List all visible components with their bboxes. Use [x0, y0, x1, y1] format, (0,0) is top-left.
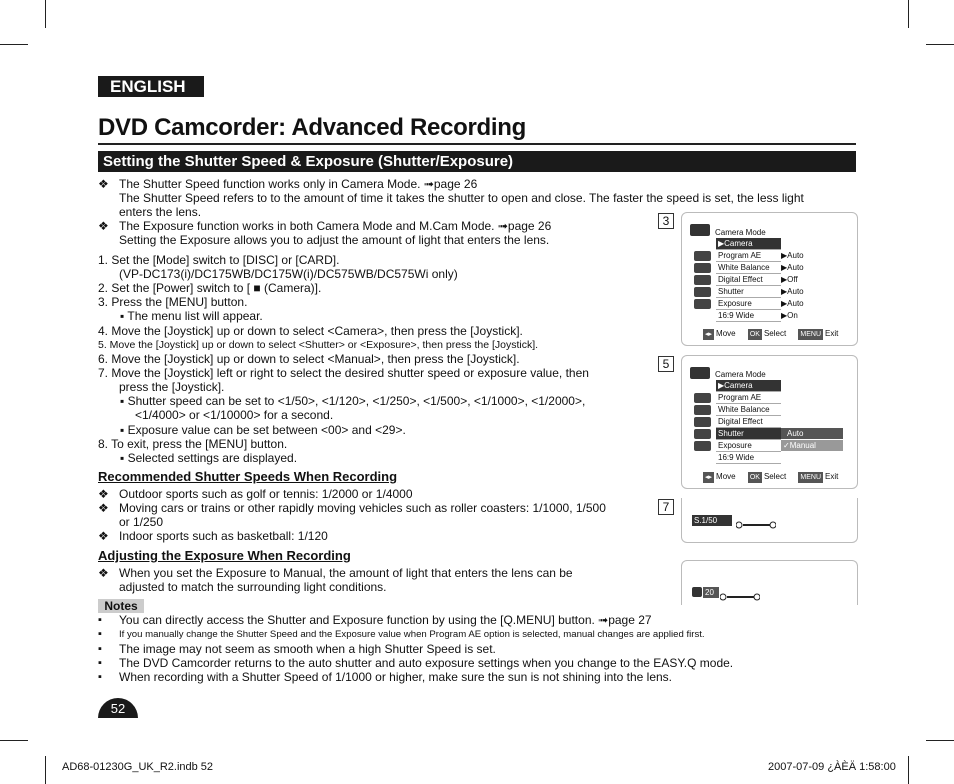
menu-value: ▶Auto: [781, 263, 804, 272]
program-ae-icon: [694, 251, 711, 261]
menu-value: ▶Auto: [781, 251, 804, 260]
menu-header: Camera Mode: [715, 228, 766, 237]
step-line: <1/4000> or <1/10000> for a second.: [135, 408, 334, 422]
intro-line: The Exposure function works in both Camera Mode and M.Cam Mode. ➟page 26: [119, 219, 552, 233]
program-ae-icon: [694, 393, 711, 403]
menu-item[interactable]: Exposure: [716, 298, 781, 310]
rec-line: Outdoor sports such as golf or tennis: 1/2000 or 1/4000: [119, 487, 413, 501]
menu-item[interactable]: 16:9 Wide: [716, 310, 781, 322]
menu-item[interactable]: White Balance: [716, 262, 781, 274]
diamond-bullet-icon: ❖: [98, 219, 109, 233]
intro-line: Setting the Exposure allows you to adjust the amount of light that enters the lens.: [119, 233, 550, 247]
exposure-icon: [692, 587, 702, 597]
adjusting-heading: Adjusting the Exposure When Recording: [98, 548, 351, 563]
nav-ok-key: OK: [749, 474, 760, 481]
rec-line: Moving cars or trains or other rapidly moving vehicles such as roller coasters: 1/1000, 1/500: [119, 501, 606, 515]
crop-mark: [908, 756, 909, 784]
intro-line: The Shutter Speed refers to to the amount of time it takes the shutter to open and close. The faster the speed is set, the less light: [119, 191, 804, 205]
step-line: 8. To exit, press the [MENU] button.: [98, 437, 288, 451]
menu-value: ▶Auto: [781, 299, 804, 308]
nav-move: Move: [716, 329, 736, 338]
intro-line: enters the lens.: [119, 205, 202, 219]
menu-value: ▶Off: [781, 275, 798, 284]
camera-mode-icon: [690, 224, 710, 236]
menu-item[interactable]: Program AE: [716, 392, 781, 404]
crop-mark: [908, 0, 909, 28]
note-line: You can directly access the Shutter and Exposure function by using the [Q.MENU] button. ➟page 27: [119, 613, 652, 627]
crop-mark: [45, 0, 46, 28]
crop-mark: [0, 44, 28, 45]
note-line: If you manually change the Shutter Speed and the Exposure value when Program AE option is selected, manual changes are applied first.: [119, 629, 705, 640]
step-line: (VP-DC173(i)/DC175WB/DC175W(i)/DC575WB/DC575Wi only): [119, 267, 458, 281]
menu-item-camera[interactable]: ▶Camera: [716, 238, 781, 250]
shutter-icon: [694, 287, 711, 297]
shutter-readout: S.1/50: [692, 515, 732, 526]
screen-5-number: 5: [658, 356, 674, 372]
rec-line: Indoor sports such as basketball: 1/120: [119, 529, 328, 543]
nav-bar: [703, 328, 838, 340]
step-line: ▪ Exposure value can be set between <00> and <29>.: [120, 423, 406, 437]
crop-mark: [926, 44, 954, 45]
camera-mode-icon: [690, 367, 710, 379]
adj-line: adjusted to match the surrounding light conditions.: [119, 580, 387, 594]
notes-label: Notes: [98, 599, 144, 613]
footer-file: AD68-01230G_UK_R2.indb 52: [62, 761, 214, 773]
step-line: 7. Move the [Joystick] left or right to select the desired shutter speed or exposure value, then: [98, 366, 589, 380]
nav-exit: Exit: [825, 329, 839, 338]
step-line: ▪ Shutter speed can be set to <1/50>, <1/120>, <1/250>, <1/500>, <1/1000>, <1/2000>,: [120, 394, 586, 408]
rec-line: or 1/250: [119, 515, 164, 529]
step-line: 3. Press the [MENU] button.: [98, 295, 248, 309]
step-line: 5. Move the [Joystick] up or down to select <Shutter> or <Exposure>, then press the [Joystick].: [98, 339, 539, 351]
section-heading: Setting the Shutter Speed & Exposure (Shutter/Exposure): [98, 151, 856, 172]
joystick-icon: ◂▸: [705, 331, 713, 338]
nav-menu-key: MENU: [800, 474, 822, 481]
square-bullet-icon: ▪: [98, 657, 102, 669]
step-line: 2. Set the [Power] switch to [ ■ (Camera)].: [98, 281, 322, 295]
exposure-display-frame: [681, 560, 858, 605]
crop-mark: [0, 740, 28, 741]
footer-date: 2007-07-09 ¿ÀÈÄ 1:58:00: [768, 761, 896, 773]
square-bullet-icon: ▪: [98, 614, 102, 626]
menu-item[interactable]: Digital Effect: [716, 274, 781, 286]
menu-item[interactable]: 16:9 Wide: [716, 452, 781, 464]
crop-mark: [926, 740, 954, 741]
menu-item[interactable]: Exposure: [716, 440, 781, 452]
square-bullet-icon: ▪: [98, 671, 102, 683]
crop-mark: [45, 756, 46, 784]
screen-3-number: 3: [658, 213, 674, 229]
exposure-readout: 20: [703, 587, 719, 598]
adj-line: When you set the Exposure to Manual, the amount of light that enters the lens can be: [119, 566, 573, 580]
nav-exit: Exit: [825, 472, 839, 481]
shutter-slider-icon: [736, 516, 776, 524]
option-auto[interactable]: Auto: [781, 428, 843, 439]
note-line: When recording with a Shutter Speed of 1/1000 or higher, make sure the sun is not shining into the lens.: [119, 670, 673, 684]
page-number: 52: [98, 698, 138, 718]
menu-item-shutter[interactable]: Shutter: [716, 428, 781, 440]
menu-item-camera[interactable]: ▶Camera: [716, 380, 781, 392]
exposure-icon: [694, 441, 711, 451]
nav-select: Select: [763, 472, 787, 481]
step-line: 4. Move the [Joystick] up or down to select <Camera>, then press the [Joystick].: [98, 324, 523, 338]
diamond-bullet-icon: ❖: [98, 566, 109, 580]
step-line: ▪ The menu list will appear.: [120, 309, 263, 323]
diamond-bullet-icon: ❖: [98, 487, 109, 501]
nav-select: Select: [763, 329, 787, 338]
square-bullet-icon: ▪: [98, 643, 102, 655]
nav-menu-key: MENU: [800, 331, 822, 338]
digital-effect-icon: [694, 417, 711, 427]
note-line: The image may not seem as smooth when a high Shutter Speed is set.: [119, 642, 496, 656]
menu-value: ▶On: [781, 311, 798, 320]
white-balance-icon: [694, 405, 711, 415]
screen-7-number: 7: [658, 499, 674, 515]
shutter-icon: [694, 429, 711, 439]
step-line: press the [Joystick].: [119, 380, 225, 394]
exposure-icon: [694, 299, 711, 309]
step-line: 1. Set the [Mode] switch to [DISC] or [CARD].: [98, 253, 340, 267]
white-balance-icon: [694, 263, 711, 273]
exposure-slider-icon: [720, 588, 760, 596]
diamond-bullet-icon: ❖: [98, 501, 109, 515]
menu-value: ▶Auto: [781, 287, 804, 296]
menu-header: Camera Mode: [715, 370, 766, 379]
menu-item[interactable]: Digital Effect: [716, 416, 781, 428]
title-rule: [98, 143, 856, 145]
nav-move: Move: [716, 472, 736, 481]
nav-bar: [703, 471, 838, 483]
menu-item[interactable]: Program AE: [716, 250, 781, 262]
diamond-bullet-icon: ❖: [98, 529, 109, 543]
language-tab: ENGLISH: [98, 76, 204, 97]
square-bullet-icon: ▪: [98, 628, 102, 640]
page-title: DVD Camcorder: Advanced Recording: [98, 114, 526, 141]
joystick-icon: ◂▸: [705, 474, 713, 481]
digital-effect-icon: [694, 275, 711, 285]
menu-item[interactable]: White Balance: [716, 404, 781, 416]
option-manual[interactable]: ✓Manual: [781, 440, 843, 451]
step-line: 6. Move the [Joystick] up or down to select <Manual>, then press the [Joystick].: [98, 352, 520, 366]
note-line: The DVD Camcorder returns to the auto shutter and auto exposure settings when you change to the EASY.Q mode.: [119, 656, 734, 670]
nav-ok-key: OK: [749, 331, 760, 338]
menu-item[interactable]: Shutter: [716, 286, 781, 298]
step-line: ▪ Selected settings are displayed.: [120, 451, 298, 465]
recommended-heading: Recommended Shutter Speeds When Recording: [98, 469, 398, 484]
diamond-bullet-icon: ❖: [98, 177, 109, 191]
intro-line: The Shutter Speed function works only in Camera Mode. ➟page 26: [119, 177, 478, 191]
